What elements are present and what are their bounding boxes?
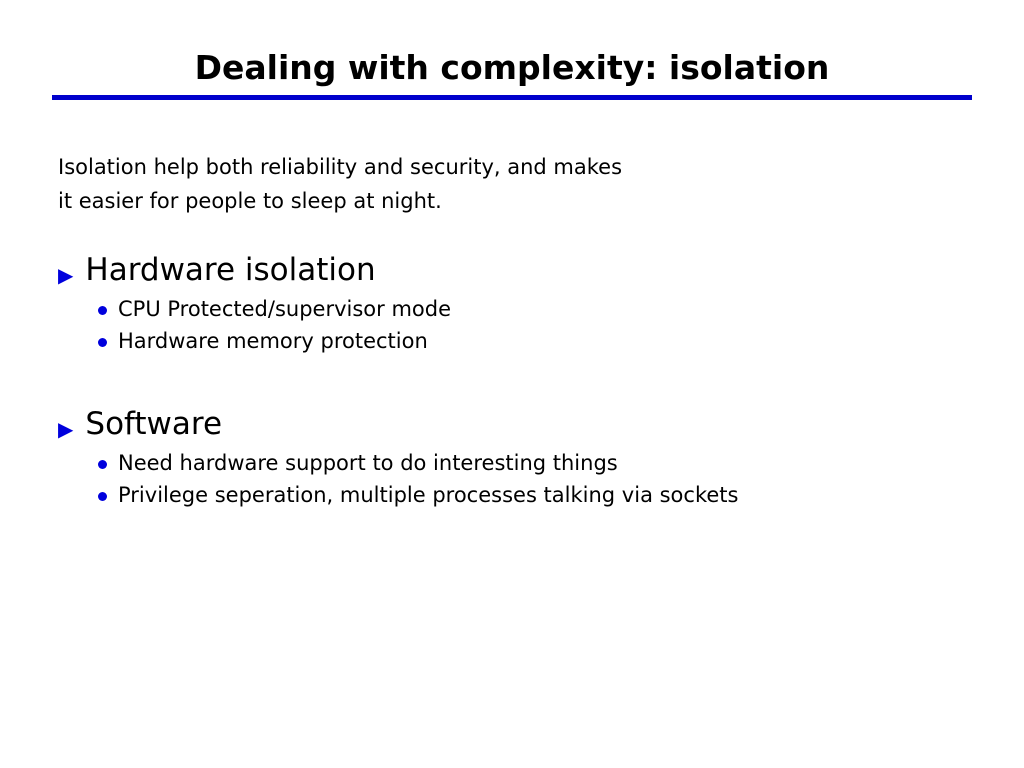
section-heading-label: Software bbox=[85, 406, 223, 442]
intro-line-2: it easier for people to sleep at night. bbox=[58, 189, 442, 214]
list-item bbox=[98, 295, 988, 323]
sub-bullet-list bbox=[58, 449, 988, 509]
section-software bbox=[58, 406, 988, 509]
dot-bullet-icon bbox=[98, 460, 107, 469]
sub-bullet-list bbox=[58, 295, 988, 355]
list-item-label: Privilege seperation, multiple processes talking via sockets bbox=[118, 482, 739, 507]
section-heading-label: Hardware isolation bbox=[85, 252, 376, 288]
list-item bbox=[98, 327, 988, 355]
section-heading-row bbox=[58, 406, 988, 443]
page-title: Dealing with complexity: isolation bbox=[194, 48, 830, 87]
triangle-bullet-icon: ▶ bbox=[58, 417, 74, 441]
list-item bbox=[98, 449, 988, 477]
dot-bullet-icon bbox=[98, 338, 107, 347]
dot-bullet-icon bbox=[98, 492, 107, 501]
intro-line-1: Isolation help both reliability and security, and makes bbox=[58, 155, 623, 179]
title-underline-rule bbox=[52, 95, 972, 100]
list-item-label: Hardware memory protection bbox=[118, 328, 428, 353]
triangle-bullet-icon: ▶ bbox=[58, 263, 74, 287]
section-heading-row bbox=[58, 252, 988, 289]
list-item bbox=[98, 481, 988, 509]
list-item-label: CPU Protected/supervisor mode bbox=[118, 297, 451, 322]
dot-bullet-icon bbox=[98, 306, 107, 315]
intro-paragraph bbox=[58, 150, 958, 218]
section-hardware-isolation bbox=[58, 252, 988, 355]
list-item-label: Need hardware support to do interesting things bbox=[118, 451, 618, 476]
